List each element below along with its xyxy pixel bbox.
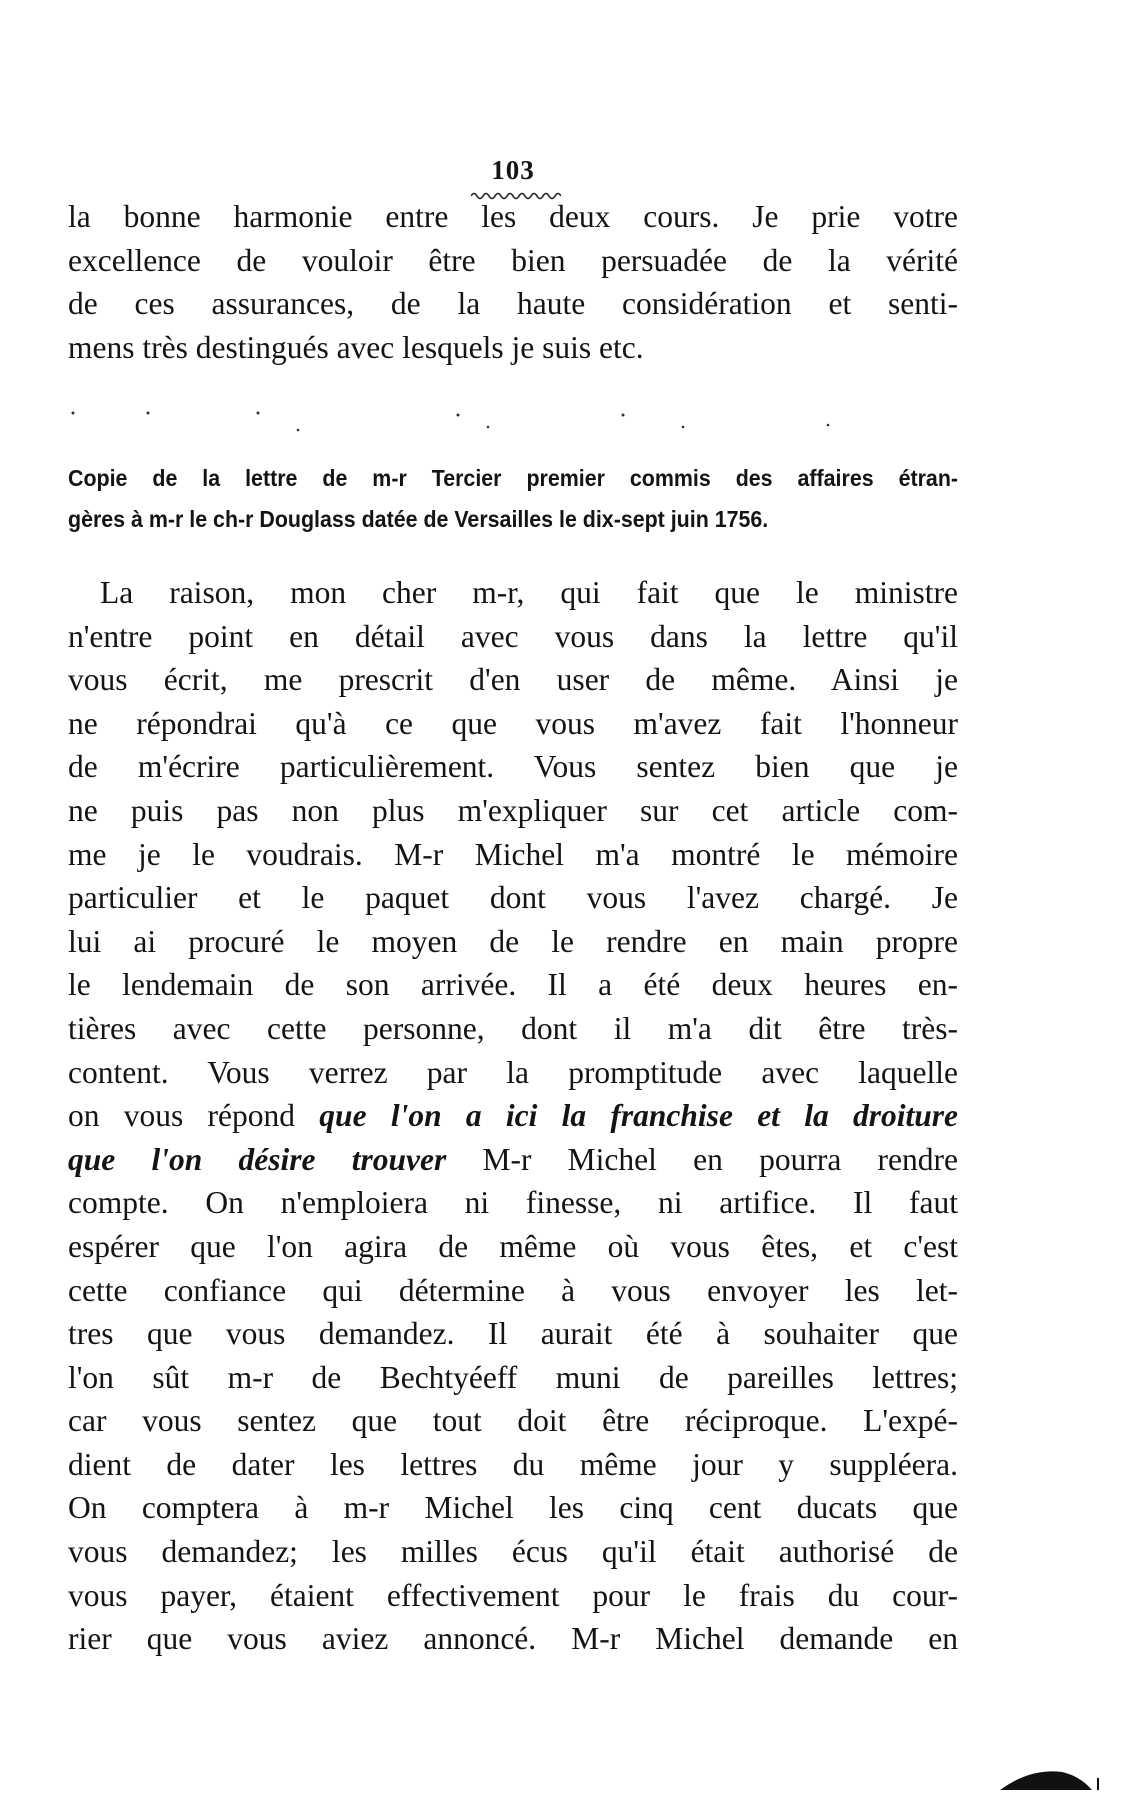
text-line: mens très destingués avec lesquels je suis etc. [68,329,644,365]
text-line: lui ai procuré le moyen de le rendre en main propre [68,923,958,959]
text-line-mixed [68,1094,958,1138]
text-line: particulier et le paquet dont vous l'avez chargé. Je [68,880,958,916]
text-line: content. Vous verrez par la promptitude avec laquelle [68,1054,958,1090]
text-line: tres que vous demandez. Il aurait été à souhaiter que [68,1316,958,1352]
text-line: car vous sentez que tout doit être réciproque. L'expé- [68,1403,958,1439]
text-line: vous demandez; les milles écus qu'il était authorisé de [68,1534,958,1570]
heading-line: gères à m-r le ch-r Douglass datée de Versailles le dix-sept juin 1756. [68,506,769,532]
print-specks [68,405,958,455]
text-line: vous payer, étaient effectivement pour le frais du cour- [68,1577,958,1613]
text-line: La raison, mon cher m-r, qui fait que le ministre [100,575,958,610]
text-line: tières avec cette personne, dont il m'a dit être très- [68,1010,958,1046]
text-line: vous écrit, me prescrit d'en user de même. Ainsi je [68,662,958,698]
text-line: rier que vous aviez annoncé. M-r Michel demande en [68,1621,958,1657]
heading-line: Copie de la lettre de m-r Tercier premier commis des affaires étran- [68,465,959,491]
italic-emphasis: que l'on a ici la franchise et la droiture [319,1098,958,1134]
text-line: de m'écrire particulièrement. Vous sentez bien que je [68,749,958,785]
paragraph-continued [68,195,958,369]
text-line: dient de dater les lettres du même jour y suppléera. [68,1446,958,1482]
text-line: ne puis pas non plus m'expliquer sur cet article com- [68,792,958,828]
italic-emphasis: que l'on désire trouver [68,1141,447,1177]
text-line: me je le voudrais. M-r Michel m'a montré le mémoire [68,836,958,872]
text-line: le lendemain de son arrivée. Il a été deux heures en- [68,967,958,1003]
text-line: cette confiance qui détermine à vous envoyer les let- [68,1272,958,1308]
text-line: espérer que l'on agira de même où vous êtes, et c'est [68,1228,958,1264]
text-run: M-r Michel en pourra rendre [446,1141,958,1177]
text-line: compte. On n'emploiera ni finesse, ni artifice. Il faut [68,1185,958,1221]
text-run: on vous répond [68,1098,320,1134]
text-line-mixed [68,1138,958,1182]
text-line: excellence de vouloir être bien persuadée de la vérité [68,242,958,278]
page-number: 103 [491,155,535,185]
text-line: de ces assurances, de la haute considération et senti- [68,286,958,322]
letter-heading [68,458,958,540]
book-page [68,0,958,1800]
text-line: n'entre point en détail avec vous dans la lettre qu'il [68,618,958,654]
letter-paragraph [68,571,958,1661]
page-corner-mark [1000,1766,1100,1790]
text-line: l'on sût m-r de Bechtyéeff muni de pareilles lettres; [68,1359,958,1395]
text-line: ne répondrai qu'à ce que vous m'avez fait l'honneur [68,705,958,741]
text-line: On comptera à m-r Michel les cinq cent ducats que [68,1490,958,1526]
text-line: la bonne harmonie entre les deux cours. Je prie votre [68,199,958,234]
